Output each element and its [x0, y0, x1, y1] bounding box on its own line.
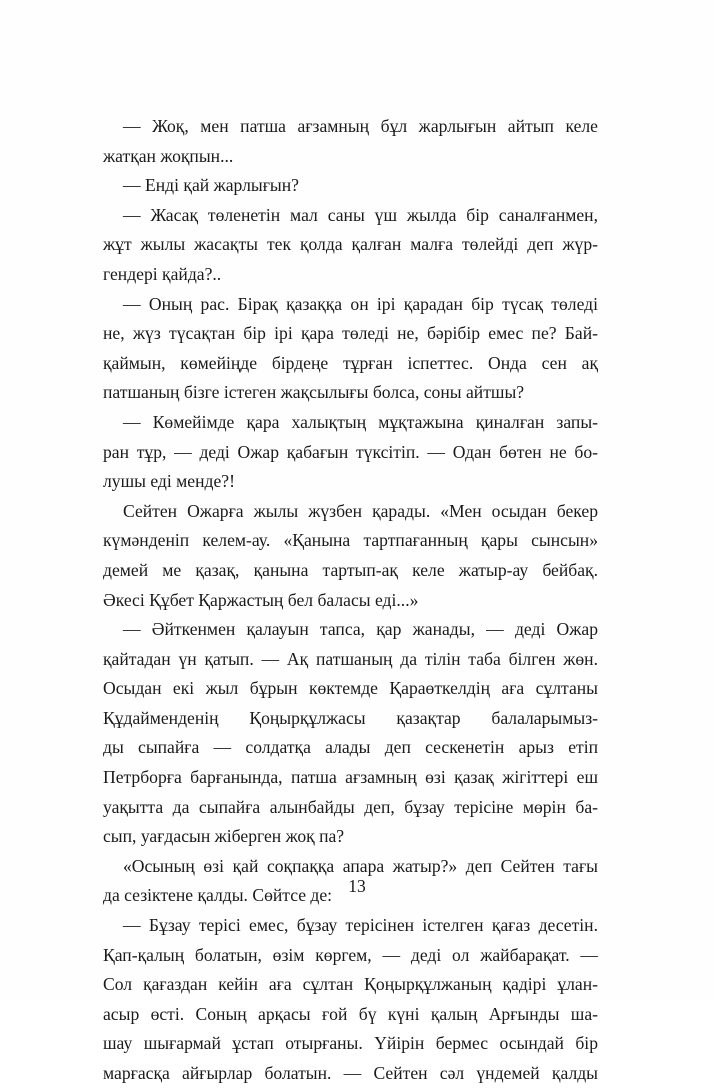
text-line: қаймын, көмейіңде бірдеңе тұрған іспеттес. Онда сен ақ — [103, 352, 598, 373]
text-line: Сейтен Ожарға жылы жүзбен қарады. «Мен осыдан бекер — [123, 500, 598, 521]
text-line: — Бұзау терісі емес, бұзау терісінен істелген қағаз десетін. — [123, 915, 598, 936]
body-text — [103, 112, 598, 1089]
text-line: сып, уағдасын жіберген жоқ па? — [103, 826, 345, 847]
text-line: — Жасақ төленетін мал саны үш жылда бір саналғанмен, — [123, 204, 598, 225]
text-line: күмәнденіп келем-ау. «Қанына тартпағанның қары сынсын» — [103, 530, 598, 551]
text-line: не, жүз түсақтан бір ірі қара төледі не, бәрібір емес пе? Бай- — [103, 323, 598, 344]
text-line: уақытта да сыпайға алынбайды деп, бұзау терісіне мөрін ба- — [103, 796, 598, 817]
text-line: Қап-қалың болатын, өзім көргем, — деді ол жайбарақат. — — [103, 944, 598, 965]
text-line: — Енді қай жарлығын? — [123, 175, 299, 196]
text-line: патшаның бізге істеген жақсылығы болса, соны айтшы? — [103, 382, 525, 403]
text-line: — Оның рас. Бірақ қазаққа он ірі қарадан бір түсақ төледі — [123, 293, 598, 314]
text-line: Осыдан екі жыл бұрын көктемде Қараөткелдің аға сұлтаны — [103, 678, 598, 699]
text-line: жұт жылы жасақты тек қолда қалған малға төлейді деп жүр- — [103, 234, 598, 255]
text-line: жатқан жоқпын... — [103, 145, 234, 166]
text-line: да сезіктене қалды. Сөйтсе де: — [103, 885, 333, 906]
text-line: — Жоқ, мен патша ағзамның бұл жарлығын айтып келе — [123, 116, 598, 136]
text-line: — Әйткенмен қалауын тапса, қар жанады, — деді Ожар — [123, 619, 598, 640]
text-line: лушы еді менде?! — [103, 471, 235, 492]
text-line: Әкесі Құбет Қаржастың бел баласы еді...» — [103, 589, 419, 610]
text-line: асыр өсті. Соның арқасы ғой бү күні қалың Арғынды ша- — [103, 1003, 598, 1024]
text-line: Құдайменденің Қоңырқұлжасы қазақтар балаларымыз- — [103, 707, 598, 728]
text-line: қайтадан үн қатып. — Ақ патшаның да тілін таба білген жөн. — [103, 648, 598, 669]
text-line: ран тұр, — деді Ожар қабағын түксітіп. — Одан бөтен не бо- — [103, 441, 598, 462]
text-line: марғасқа айғырлар болатын. — Сейтен сәл үндемей қалды — [103, 1063, 598, 1083]
text-line: ды сыпайға — солдатқа алады деп сескенетін арыз етіп — [103, 737, 598, 758]
text-line: демей ме қазақ, қанына тартып-ақ келе жатыр-ау бейбақ. — [103, 559, 598, 580]
page-number: 13 — [348, 876, 366, 896]
text-line: Сол қағаздан кейін аға сұлтан Қоңырқұлжаның қадірі ұлан- — [103, 974, 598, 995]
text-line: шау шығармай ұстап отырғаны. Үйірін бермес осындай бір — [103, 1033, 598, 1054]
text-line: «Осының өзі қай соқпаққа апара жатыр?» деп Сейтен тағы — [123, 855, 598, 876]
text-line: — Көмейімде қара халықтың мұқтажына қиналған запы- — [123, 411, 598, 432]
text-line: Петрборға барғанында, патша ағзамның өзі қазақ жігіттері еш — [103, 767, 598, 788]
text-line: гендері қайда?.. — [103, 263, 222, 284]
